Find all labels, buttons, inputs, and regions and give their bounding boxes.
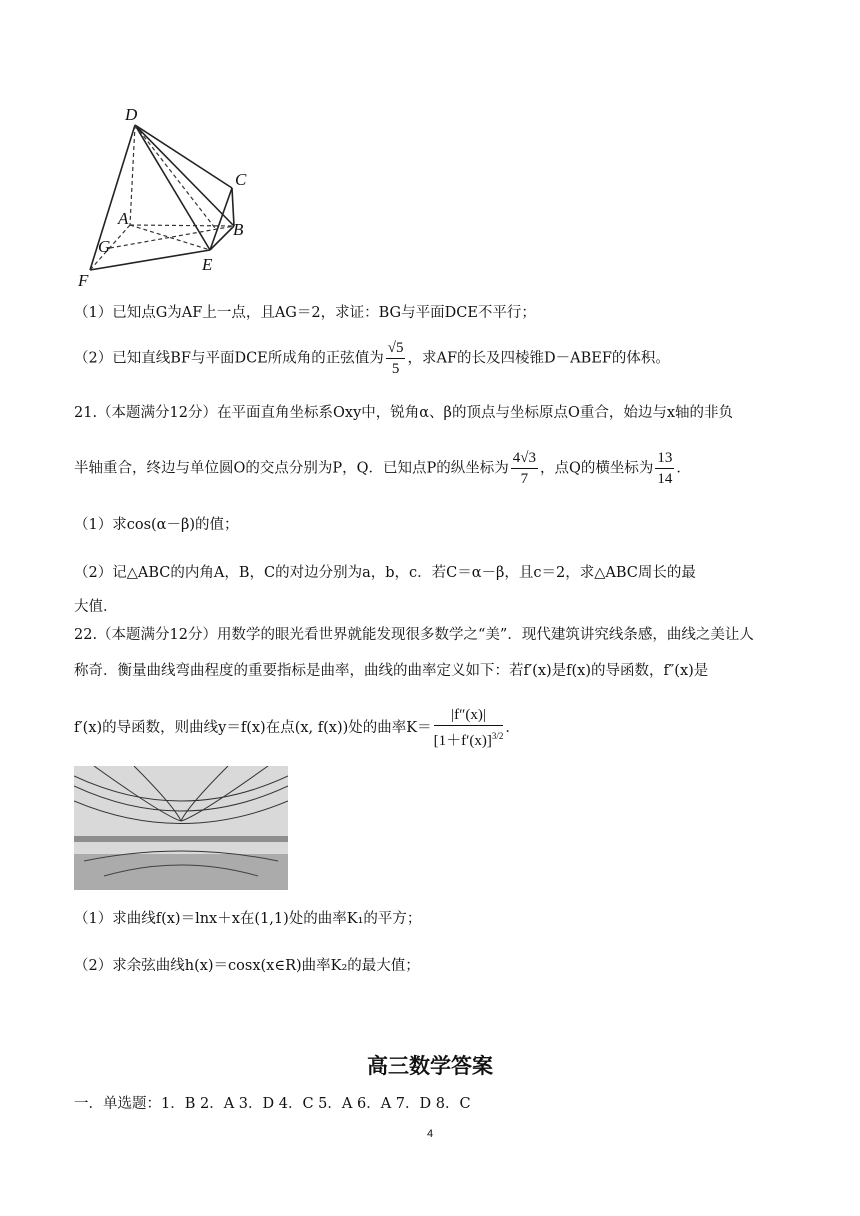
label-e: E bbox=[202, 255, 213, 274]
q21-part1: （1）求cos(α－β)的值； bbox=[74, 517, 239, 533]
page-number: 4 bbox=[426, 1128, 434, 1140]
q21-part2: （2）记△ABC的内角A，B，C的对边分别为a，b，c．若C＝α－β，且c＝2，求△ABC周长的最 bbox=[74, 565, 696, 581]
q22-line2: 称奇．衡量曲线弯曲程度的重要指标是曲率，曲线的曲率定义如下：若f′(x)是f(x)的导函数，f″(x)是 bbox=[74, 663, 709, 679]
q22-line1: 22.（本题满分12分）用数学的眼光看世界就能发现很多数学之“美”．现代建筑讲究线条感，曲线之美让人 bbox=[74, 627, 754, 643]
q21-part2-cont: 大值． bbox=[74, 599, 118, 615]
q21-line2: 半轴重合，终边与单位圆O的交点分别为P，Q．已知点P的纵坐标为 $\frac{4√3}{7}$ ，点Q的横坐标为 $\frac{13}{14}$ ． bbox=[74, 450, 691, 487]
label-f: F bbox=[78, 271, 89, 290]
pyramid-figure bbox=[70, 100, 270, 290]
answers-line: 一．单选题：1．B 2．A 3．D 4．C 5．A 6．A 7．D 8．C bbox=[74, 1096, 471, 1112]
label-d: D bbox=[125, 105, 138, 124]
q22-line3: f′(x)的导函数，则曲线y＝f(x)在点(x, f(x))处的曲率K＝ $\frac{|f''(x)|}{[1+f'(x)]^{3/2}}$ ． bbox=[74, 707, 520, 749]
q21-line1: 21.（本题满分12分）在平面直角坐标系Oxy中，锐角α、β的顶点与坐标原点O重合，始边与x轴的非负 bbox=[74, 405, 734, 421]
label-a: A bbox=[118, 209, 129, 228]
q22-part1: （1）求曲线f(x)＝lnx＋x在(1,1)处的曲率K₁的平方； bbox=[74, 911, 422, 927]
q20-part1: （1）已知点G为AF上一点，且AG＝2，求证：BG与平面DCE不平行； bbox=[74, 305, 536, 321]
architecture-photo bbox=[74, 766, 288, 890]
q22-part2: （2）求余弦曲线h(x)＝cosx(x∈R)曲率K₂的最大值； bbox=[74, 958, 420, 974]
label-c: C bbox=[235, 170, 247, 189]
q20-part2: （2）已知直线BF与平面DCE所成角的正弦值为 $\frac{√5}{5}$ ，求AF的长及四棱锥D－ABEF的体积。 bbox=[74, 340, 670, 377]
label-g: G bbox=[98, 237, 111, 256]
answers-title: 高三数学答案 bbox=[367, 1054, 493, 1078]
label-b: B bbox=[233, 220, 244, 239]
